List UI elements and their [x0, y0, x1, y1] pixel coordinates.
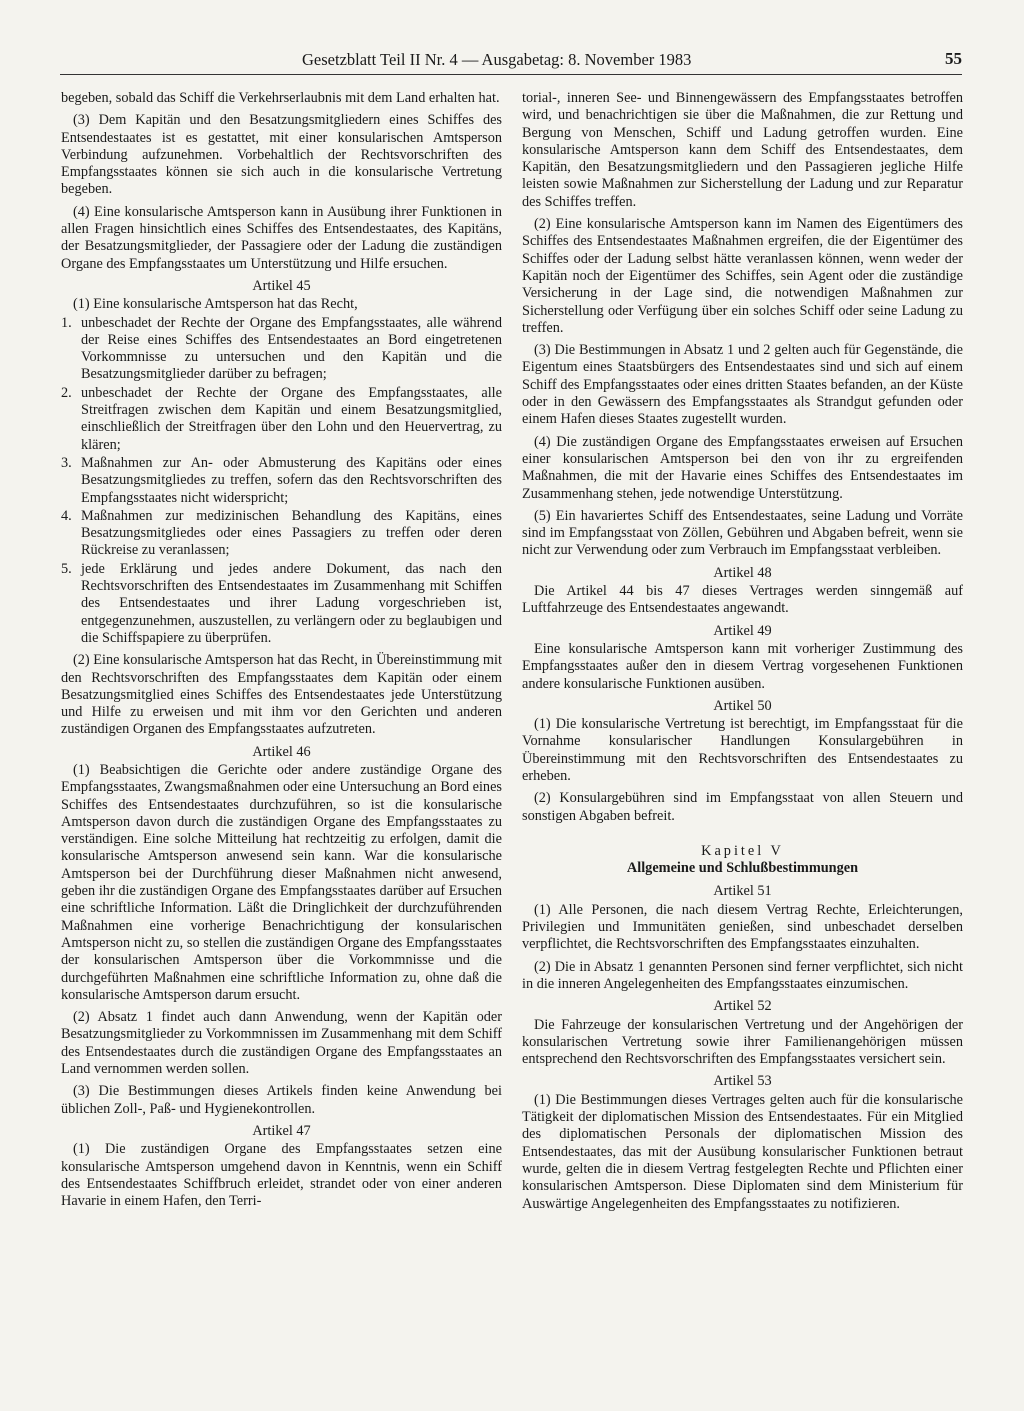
- article-45-list: [61, 315, 502, 648]
- list-number: 4.: [61, 507, 72, 524]
- article-47-heading: Artikel 47: [252, 1122, 311, 1139]
- paragraph: (2) Eine konsularische Amtsperson hat das Recht, in Übereinstimmung mit den Rechtsvorschriften des Empfangsstaates dem Kapitän oder einem Besatzungsmitglied eines Schiffes des Entsendestaates jede Unterstützung und Hilfe zu erweisen und mit ihm vor den Gerichten und anderen zuständigen Organen des Empfangsstaates aufzutreten.: [61, 652, 502, 738]
- list-text: jede Erklärung und jedes andere Dokument, das nach den Rechtsvorschriften des Entsendestaates im Zusammenhang mit Schiffen des Entsendestaates und ihrer Ladung vorgeschrieben ist, entgegenzunehmen, auszustellen, zu verlängern oder zu beglaubigen und die Schiffspapiere zu überprüfen.: [81, 560, 502, 646]
- paragraph: Eine konsularische Amtsperson kann mit vorheriger Zustimmung des Empfangsstaates außer den in diesem Vertrag vorgesehenen Funktionen andere konsularische Funktionen ausüben.: [522, 640, 963, 692]
- paragraph: (2) Konsulargebühren sind im Empfangsstaat von allen Steuern und sonstigen Abgaben befreit.: [522, 790, 963, 824]
- list-number: 2.: [61, 384, 72, 401]
- paragraph: (4) Die zuständigen Organe des Empfangsstaates erweisen auf Ersuchen einer konsularischen Amtsperson bei den von ihr zu ergreifenden Maßnahmen, die mit der Havarie eines Schiffes des Entsendestaates im Zusammenhang stehen, jede notwendige Unterstützung.: [522, 433, 963, 502]
- list-text: Maßnahmen zur medizinischen Behandlung des Kapitäns, eines Besatzungsmitgliedes oder eines Passagiers zu treffen oder deren Rückreise zu veranlassen;: [81, 507, 502, 559]
- article-53-heading: Artikel 53: [713, 1073, 772, 1090]
- paragraph: Die Artikel 44 bis 47 dieses Vertrages werden sinngemäß auf Luftfahrzeuge des Entsendestaates angewandt.: [522, 583, 963, 617]
- list-text: unbeschadet der Rechte der Organe des Empfangsstaates, alle während der Reise eines Schiffes des Entsendestaates an Bord eingetretenen Vorkommnisse zu untersuchen und den Kapitän und die Besatzungsmitglieder darüber zu befragen;: [81, 314, 502, 383]
- paragraph: (2) Die in Absatz 1 genannten Personen sind ferner verpflichtet, sich nicht in die inneren Angelegenheiten des Empfangsstaates einzumischen.: [522, 958, 963, 992]
- left-column: [61, 90, 502, 1215]
- right-column: [522, 90, 963, 1218]
- list-item: [61, 455, 502, 507]
- paragraph: (4) Eine konsularische Amtsperson kann in Ausübung ihrer Funktionen in allen Fragen hinsichtlich eines Schiffes des Entsendestaates, des Kapitäns, der Besatzungsmitglieder, der Passagiere oder der Ladung die zuständigen Organe des Empfangsstaates um Unterstützung und Hilfe ersuchen.: [61, 203, 502, 272]
- list-item: [61, 315, 502, 384]
- article-51-heading: Artikel 51: [713, 883, 772, 900]
- article-52-heading: Artikel 52: [713, 998, 772, 1015]
- paragraph: (1) Alle Personen, die nach diesem Vertrag Rechte, Erleichterungen, Privilegien und Immunitäten genießen, sind unbeschadet derselben verpflichtet, die Rechtsvorschriften des Empfangsstaates einzuhalten.: [522, 901, 963, 953]
- list-number: 5.: [61, 560, 72, 577]
- list-number: 1.: [61, 314, 72, 331]
- paragraph: Die Fahrzeuge der konsularischen Vertretung und der Angehörigen der konsularischen Vertretung sowie ihrer Familienangehörigen müssen entsprechend den Rechtsvorschriften des Empfangsstaates versichert sein.: [522, 1016, 963, 1068]
- page-header: [60, 48, 962, 75]
- article-46-heading: Artikel 46: [252, 743, 311, 760]
- paragraph: (1) Die konsularische Vertretung ist berechtigt, im Empfangsstaat für die Vornahme konsularischer Handlungen Konsulargebühren in Übereinstimmung mit den Rechtsvorschriften des Entsendestaates zu erheben.: [522, 716, 963, 784]
- paragraph: torial-, inneren See- und Binnengewässern des Empfangsstaates betroffen wird, und benachrichtigen sie über die Maßnahmen, die zur Rettung und Bergung von Menschen, Schiff und Ladung getroffen wurden. Eine konsularische Amtsperson kann dem Schiff des Entsendestaates, dem Kapitän, den Besatzungsmitgliedern und den Passagieren jegliche Hilfe leisten sowie Maßnahmen zur Sicherstellung der Ladung und zur Reparatur des Schiffes treffen.: [522, 90, 963, 210]
- paragraph: (1) Beabsichtigen die Gerichte oder andere zuständige Organe des Empfangsstaates, Zwangsmaßnahmen oder eine Untersuchung an Bord eines Schiffes des Entsendestaates durchzuführen, so ist die konsularische Amtsperson davon durch die zuständigen Organe des Empfangsstaates zu verständigen. Eine solche Mitteilung hat rechtzeitig zu erfolgen, damit die konsularische Amtsperson anwesend sein kann. War die konsularische Amtsperson bei der Durchführung dieser Maßnahmen nicht anwesend, geben ihr die zuständigen Organe des Empfangsstaates darüber auf Ersuchen eine schriftliche Information. Läßt die Dringlichkeit der durchzuführenden Maßnahmen eine vorherige Benachrichtigung der konsularischen Amtsperson nicht zu, so stellen die zuständigen Organe des Empfangsstaates der konsularischen Amtsperson über die Vorkommnisse und die durchgeführten Maßnahmen eine schriftliche Information zu, ohne daß die konsularische Amtsperson darum ersucht.: [61, 761, 502, 1003]
- article-48-heading: Artikel 48: [713, 564, 772, 581]
- paragraph: (2) Absatz 1 findet auch dann Anwendung, wenn der Kapitän oder Besatzungsmitglieder zu Vorkommnissen im Zusammenhang mit dem Schiff des Entsendestaates durch die zuständigen Organe des Empfangsstaates an Land vernommen werden sollen.: [61, 1009, 502, 1078]
- article-50-heading: Artikel 50: [713, 697, 772, 714]
- article-49-heading: Artikel 49: [713, 622, 772, 639]
- list-item: [61, 561, 502, 647]
- list-item: [61, 385, 502, 454]
- page-number: 55: [945, 49, 962, 68]
- article-45-heading: Artikel 45: [252, 277, 311, 294]
- paragraph: (3) Dem Kapitän und den Besatzungsmitgliedern eines Schiffes des Entsendestaates ist es gestattet, mit einer konsularischen Amtsperson Verbindung aufzunehmen. Vorbehaltlich der Rechtsvorschriften des Empfangsstaates können sie sich auch in die konsularische Vertretung begeben.: [61, 112, 502, 198]
- header-title: Gesetzblatt Teil II Nr. 4 — Ausgabetag: 8. November 1983: [302, 50, 692, 69]
- paragraph: (3) Die Bestimmungen dieses Artikels finden keine Anwendung bei üblichen Zoll-, Paß- und Hygienekontrollen.: [61, 1083, 502, 1117]
- list-number: 3.: [61, 454, 72, 471]
- paragraph: (2) Eine konsularische Amtsperson kann im Namen des Eigentümers des Schiffes des Entsendestaates Maßnahmen ergreifen, die der Eigentümer des Schiffes oder der Ladung selbst hätte veranlassen können, wenn weder der Kapitän noch der Eigentümer des Schiffes, sein Agent oder die zuständige Versicherung in der Lage sind, die notwendigen Maßnahmen zur Sicherstellung oder Verfügung über ein solches Schiff oder seine Ladung zu treffen.: [522, 216, 963, 336]
- paragraph: (1) Die zuständigen Organe des Empfangsstaates setzen eine konsularische Amtsperson umgehend davon in Kenntnis, wenn ein Schiff des Entsendestaates Schiffbruch erleidet, strandet oder von einer anderen Havarie in einem Hafen, den Terri-: [61, 1141, 502, 1210]
- paragraph: (1) Eine konsularische Amtsperson hat das Recht,: [73, 296, 358, 313]
- paragraph: (3) Die Bestimmungen in Absatz 1 und 2 gelten auch für Gegenstände, die Eigentum eines Staatsbürgers des Entsendestaates sind und sich auf einem Schiff des Empfangsstaates oder eines dritten Staates befanden, an der Küste oder in den Gewässern des Empfangsstaates als Strandgut gefunden oder einem Hafen dieses Staates zugestellt wurden.: [522, 342, 963, 428]
- list-item: [61, 508, 502, 560]
- paragraph: (1) Die Bestimmungen dieses Vertrages gelten auch für die konsularische Tätigkeit der diplomatischen Mission des Entsendestaates. Für ein Mitglied des diplomatischen Personals der diplomatischen Mission des Entsendestaates, das mit der Ausübung konsularischer Funktionen betraut wurde, gelten die in diesem Vertrag festgelegten Rechte und Pflichten einer konsularischen Amtsperson. Diese Diplomaten sind dem Ministerium für Auswärtige Angelegenheiten des Empfangsstaates zu notifizieren.: [522, 1091, 963, 1212]
- chapter-title: Allgemeine und Schlußbestimmungen: [626, 860, 859, 877]
- list-text: Maßnahmen zur An- oder Abmusterung des Kapitäns oder eines Besatzungsmitgliedes zu treffen, sofern das den Rechtsvorschriften des Empfangsstaates nicht widerspricht;: [81, 454, 502, 506]
- paragraph: begeben, sobald das Schiff die Verkehrserlaubnis mit dem Land erhalten hat.: [61, 90, 500, 106]
- paragraph: (5) Ein havariertes Schiff des Entsendestaates, seine Ladung und Vorräte sind im Empfangsstaat von Zöllen, Gebühren und Abgaben befreit, wenn sie nicht zur Verwendung oder zum Verbrauch im Empfangsstaat verbleiben.: [522, 507, 963, 559]
- list-text: unbeschadet der Rechte der Organe des Empfangsstaates, alle Streitfragen zwischen dem Kapitän und einem Besatzungsmitglied, einschließlich der Streitfragen über den Lohn und den Heuervertrag, zu klären;: [81, 384, 502, 453]
- chapter-heading: Kapitel V: [701, 842, 784, 859]
